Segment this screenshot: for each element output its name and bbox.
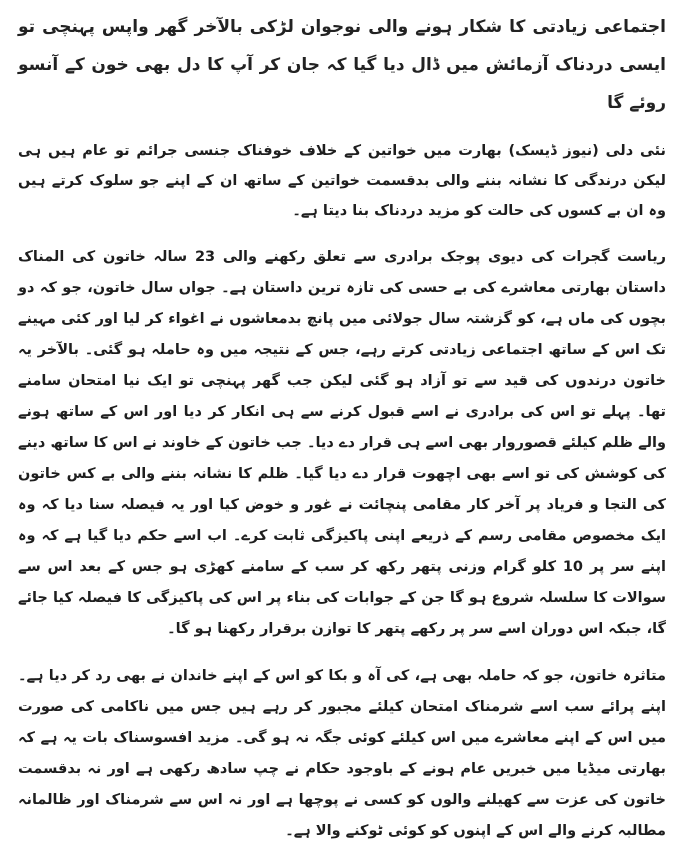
- article-paragraph-closing: متاثرہ خاتون، جو کہ حاملہ بھی ہے، کی آہ و بکا کو اس کے اپنے خاندان نے بھی رد کر دیا ہے۔ اپنے پرائے سب اسے شرمناک امتحان کیلئے مجبور کر رہے ہیں جس میں ناکامی کی صورت میں اس کے اپنے معاشرے میں اس کیلئے کوئی جگہ نہ ہو گی۔ مزید افسوسناک بات یہ ہے کہ بھارتی میڈیا میں خبریں عام ہونے کے باوجود حکام نے چپ سادھ رکھی ہے اور نہ بدقسمت خاتون کی عزت سے کھیلنے والوں کو کسی نے پوچھا ہے اور نہ اس سے شرمناک اور ظالمانہ مطالبہ کرنے والے اس کے اپنوں کو کوئی ٹوکنے والا ہے۔: [18, 668, 666, 839]
- article-body: [18, 8, 666, 863]
- article-paragraph-lead: نئی دلی (نیوز ڈیسک) بھارت میں خواتین کے خلاف خوفناک جنسی جرائم تو عام ہیں ہی لیکن درندگی کا نشانہ بننے والی بدقسمت خواتین کے ساتھ ان کے اپنے جو سلوک کرتے ہیں وہ ان بے کسوں کی حالت کو مزید دردناک بنا دیتا ہے۔: [18, 143, 666, 219]
- article-headline: اجتماعی زیادتی کا شکار ہونے والی نوجوان لڑکی بالآخر گھر واپس پہنچی تو ایسی دردناک آزمائش میں ڈال دیا گیا کہ جان کر آپ کا دل بھی خون کے آنسو روئے گا: [18, 17, 666, 113]
- article-paragraph-main: ریاست گجرات کی دیوی پوجک برادری سے تعلق رکھنے والی 23 سالہ خاتون کی المناک داستان بھارتی معاشرے کی بے حسی کی تازہ ترین داستان ہے۔ جواں سال خاتون، جو کہ دو بچوں کی ماں ہے، کو گزشتہ سال جولائی میں پانچ بدمعاشوں نے اغواء کر لیا اور کئی مہینے تک اس کے ساتھ اجتماعی زیادتی کرتے رہے، جس کے نتیجہ میں وہ حاملہ ہو گئی۔ بالآخر یہ خاتون درندوں کی قید سے تو آزاد ہو گئی لیکن جب گھر پہنچی تو ایک نیا امتحان سامنے تھا۔ پہلے تو اس کی برادری نے اسے قبول کرنے سے ہی انکار کر دیا اور اس کے ساتھ ہونے والے ظلم کیلئے قصوروار بھی اسے ہی قرار دے دیا۔ جب خاتون کے خاوند نے اس کا ساتھ دینے کی کوشش کی تو اسے بھی اچھوت قرار دے دیا گیا۔ ظلم کا نشانہ بننے والی بے کس خاتون کی التجا و فریاد پر آخر کار مقامی پنچائت نے غور و خوض کیا اور یہ فیصلہ سنا دیا کہ وہ ایک مخصوص مقامی رسم کے ذریعے اپنی پاکیزگی ثابت کرے۔ اب اسے حکم دیا گیا ہے کہ وہ اپنے سر پر 10 کلو گرام وزنی پتھر رکھ کر سب کے سامنے کھڑی ہو جس کے بعد اس سے سوالات کا سلسلہ شروع ہو گا جن کے جوابات کی بناء پر اس کی پاکیزگی کا فیصلہ کیا جائے گا، جبکہ اس دوران اسے سر پر رکھے پتھر کا توازن برقرار رکھنا ہو گا۔: [18, 249, 666, 637]
